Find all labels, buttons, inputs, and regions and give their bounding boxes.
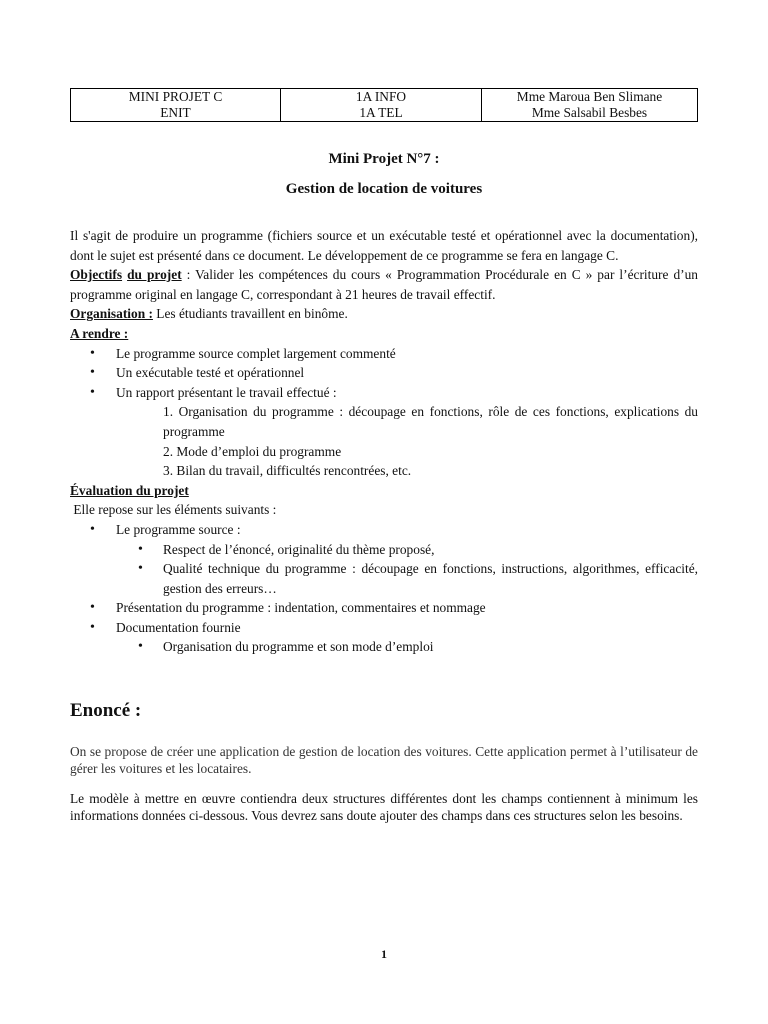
class-tel: 1A TEL xyxy=(359,105,403,120)
objectifs-label-b: du projet xyxy=(127,267,182,283)
header-teachers-cell xyxy=(482,89,698,122)
teacher-2: Mme Salsabil Besbes xyxy=(531,105,648,120)
header-class-cell xyxy=(281,89,482,122)
list-item: • Un exécutable testé et opérationnel xyxy=(70,363,698,383)
objectifs-label-a: Objectifs xyxy=(70,267,123,283)
organisation-paragraph xyxy=(70,304,698,324)
class-info: 1A INFO xyxy=(355,89,407,104)
list-subitem: 3. Bilan du travail, difficultés rencontrées, etc. xyxy=(163,463,412,479)
school-name: ENIT xyxy=(160,105,191,120)
organisation-label: Organisation : xyxy=(70,306,153,322)
list-subitem: • Organisation du programme et son mode d’emploi xyxy=(70,637,698,657)
evaluation-intro: Elle repose sur les éléments suivants : xyxy=(70,502,277,518)
objectifs-text: : Valider les compétences du cours « Programmation Procédurale en C » par l’écriture d’un programme original en langage C, correspondant à 21 heures de travail effectif. xyxy=(70,267,698,302)
list-subitem: • Qualité technique du programme : découpage en fonctions, instructions, algorithmes, efficacité, gestion des erreurs… xyxy=(70,559,698,598)
list-subitem: 2. Mode d’emploi du programme xyxy=(163,443,342,459)
a-rendre-label: A rendre : xyxy=(70,325,129,341)
header-course-cell xyxy=(71,89,281,122)
header-table xyxy=(70,88,698,122)
list-item: • Présentation du programme : indentation, commentaires et nommage xyxy=(70,598,698,618)
evaluation-list xyxy=(70,520,698,657)
page-subtitle: Gestion de location de voitures xyxy=(285,181,483,197)
a-rendre-list xyxy=(70,344,698,481)
intro-paragraph: Il s'agit de produire un programme (fichiers source et un exécutable testé et opérationnel avec la documentation), dont le sujet est présenté dans ce document. Le développement de ce programme se fera en langage C. xyxy=(70,228,698,263)
list-subitem: 1. Organisation du programme : découpage en fonctions, rôle de ces fonctions, explications du programme xyxy=(163,404,698,439)
course-name: MINI PROJET C xyxy=(128,89,223,104)
organisation-text: Les étudiants travaillent en binôme. xyxy=(152,306,348,322)
list-item: • Le programme source complet largement commenté xyxy=(70,344,698,364)
list-item: • Documentation fournie xyxy=(70,618,698,638)
enonce-paragraph-1: On se propose de créer une application de gestion de location des voitures. Cette application permet à l’utilisateur de gérer les voitures et les locataires. xyxy=(70,744,698,776)
list-item: • Le programme source : xyxy=(70,520,698,540)
enonce-paragraph-2: Le modèle à mettre en œuvre contiendra deux structures différentes dont les champs contiennent à minimum les informations données ci-dessous. Vous devrez sans doute ajouter des champs dans ces structures selon les besoins. xyxy=(70,791,698,823)
page-title: Mini Projet N°7 : xyxy=(328,151,440,167)
evaluation-label: Évaluation du projet xyxy=(70,482,189,498)
objectifs-paragraph xyxy=(70,265,698,304)
page-number: 1 xyxy=(381,947,387,961)
list-item: • Un rapport présentant le travail effectué : xyxy=(70,383,698,403)
teacher-1: Mme Maroua Ben Slimane xyxy=(516,89,663,104)
list-subitem: • Respect de l’énoncé, originalité du thème proposé, xyxy=(70,540,698,560)
document-body xyxy=(70,226,698,657)
enonce-heading: Enoncé : xyxy=(70,700,142,721)
